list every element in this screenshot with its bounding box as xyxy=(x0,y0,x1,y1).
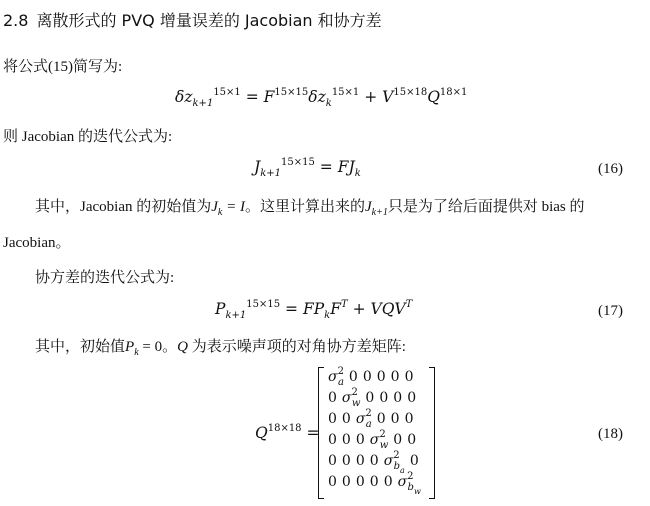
matrix-zero-entry: 0 xyxy=(362,369,372,385)
equation-17-number: (17) xyxy=(598,303,623,319)
eq18-equals: = xyxy=(306,424,320,442)
matrix-zero-entry: 0 xyxy=(376,369,386,385)
matrix-zero-entry: 0 xyxy=(407,432,417,448)
eq15-lhs-sup: 15×1 xyxy=(213,87,241,98)
matrix-zero-entry: 0 xyxy=(404,369,414,385)
eq15-dz-sub: k xyxy=(325,98,332,109)
matrix-zero-entry: 0 xyxy=(390,411,400,427)
eq16-rhs: FJ xyxy=(337,158,355,176)
matrix-zero-entry: 0 xyxy=(390,369,400,385)
covariance-intro: 协方差的迭代公式为: xyxy=(35,270,175,286)
matrix-zero-entry: 0 xyxy=(341,453,351,469)
jac-note-J2-sub: k+1 xyxy=(371,207,388,218)
eq15-dz: δz xyxy=(308,88,326,106)
eq17-sub-k: k xyxy=(324,310,331,321)
matrix-zero-entry: 0 xyxy=(355,474,365,490)
matrix-left-bracket xyxy=(318,367,324,499)
matrix-zero-entry: 0 xyxy=(369,474,379,490)
matrix-zero-entry: 0 xyxy=(407,390,417,406)
eq15-plus: + xyxy=(364,88,378,106)
matrix-zero-entry: 0 xyxy=(328,432,337,448)
matrix-zero-entry: 0 xyxy=(341,411,351,427)
noise-covariance-matrix xyxy=(318,367,435,497)
eq16-rhs-sub: k xyxy=(354,168,361,179)
eq16-equals: = xyxy=(319,158,333,176)
matrix-zero-entry: 0 xyxy=(379,390,389,406)
eq17-equals: = xyxy=(285,300,299,318)
jac-note-part2: 。这里计算出来的 xyxy=(244,199,365,215)
q-note-P: P xyxy=(125,339,135,355)
q-note xyxy=(35,335,406,356)
matrix-zero-entry: 0 xyxy=(365,390,375,406)
q-note-Q: Q xyxy=(177,339,188,355)
equation-15 xyxy=(175,87,468,109)
eq15-V: V xyxy=(382,88,394,106)
matrix-zero-entry: 0 xyxy=(328,474,337,490)
equation-16-number: (16) xyxy=(598,161,623,177)
eq17-FP: FP xyxy=(302,300,325,318)
matrix-diagonal-entry: $\sigma^2_w$ xyxy=(341,387,361,409)
eq15-V-sup: 15×18 xyxy=(393,87,428,98)
jacobian-note-line2: Jacobian。 xyxy=(3,235,71,251)
q-note-part3: 为表示噪声项的对角协方差矩阵: xyxy=(187,339,406,355)
matrix-row xyxy=(328,471,426,496)
eq15-Q: Q xyxy=(427,88,440,106)
matrix-zero-entry: 0 xyxy=(341,474,351,490)
section-heading xyxy=(3,8,382,31)
q-note-P-sub: k xyxy=(134,347,139,358)
matrix-zero-entry: 0 xyxy=(393,390,403,406)
equation-18-lhs xyxy=(255,424,319,442)
eq15-F-sup: 15×15 xyxy=(274,87,309,98)
eq16-lhs: J xyxy=(254,158,261,176)
jac-note-eqI: = I xyxy=(222,199,245,215)
matrix-zero-entry: 0 xyxy=(355,453,365,469)
matrix-diagonal-entry: $\sigma^2_{b_a}$ xyxy=(383,450,405,475)
eq17-F-sup: T xyxy=(340,299,348,310)
jac-note-J: J xyxy=(211,199,218,215)
matrix-zero-entry: 0 xyxy=(328,411,337,427)
intro-text: 将公式(15)简写为: xyxy=(3,59,123,75)
matrix-right-bracket xyxy=(429,367,435,499)
matrix-row xyxy=(328,429,421,453)
eq17-F: F xyxy=(330,300,341,318)
jac-note-J2: J xyxy=(365,199,372,215)
matrix-diagonal-entry: $\sigma^2_a$ xyxy=(355,408,372,430)
q-note-eq0: = 0 xyxy=(138,339,163,355)
q-note-part2: 。 xyxy=(162,339,178,355)
matrix-zero-entry: 0 xyxy=(409,453,419,469)
eq18-Q: Q xyxy=(255,424,268,442)
eq16-lhs-sub: k+1 xyxy=(260,168,282,179)
matrix-zero-entry: 0 xyxy=(355,432,365,448)
matrix-zero-entry: 0 xyxy=(369,453,379,469)
section-title: 离散形式的 PVQ 增量误差的 Jacobian 和协方差 xyxy=(36,11,382,30)
eq15-F: F xyxy=(263,88,275,106)
equation-18-number: (18) xyxy=(598,426,623,442)
eq17-plus: + xyxy=(352,300,366,318)
eq17-lhs: P xyxy=(215,300,226,318)
eq16-lhs-sup: 15×15 xyxy=(281,157,315,168)
eq17-lhs-sup: 15×15 xyxy=(246,299,281,310)
eq18-Q-sup: 18×18 xyxy=(267,423,302,434)
jac-note-part3: 只是为了给后面提供对 bias 的 xyxy=(387,199,585,215)
matrix-zero-entry: 0 xyxy=(328,453,337,469)
matrix-zero-entry: 0 xyxy=(383,474,393,490)
matrix-zero-entry: 0 xyxy=(341,432,351,448)
eq15-lhs: δz xyxy=(175,88,193,106)
eq15-Q-sup: 18×1 xyxy=(439,87,468,98)
eq17-VQV: VQV xyxy=(370,300,406,318)
eq15-lhs-sub: k+1 xyxy=(192,98,214,109)
matrix-diagonal-entry: $\sigma^2_{b_w}$ xyxy=(397,471,421,496)
eq17-lhs-sub: k+1 xyxy=(225,310,247,321)
jac-note-J-sub: k xyxy=(217,207,223,218)
matrix-zero-entry: 0 xyxy=(404,411,414,427)
matrix-row xyxy=(328,366,419,390)
matrix-diagonal-entry: $\sigma^2_w$ xyxy=(369,429,389,451)
jacobian-intro: 则 Jacobian 的迭代公式为: xyxy=(3,129,173,145)
matrix-zero-entry: 0 xyxy=(393,432,403,448)
equation-16 xyxy=(254,157,361,179)
matrix-row xyxy=(328,408,419,432)
matrix-zero-entry: 0 xyxy=(376,411,386,427)
jac-note-part1: 其中，Jacobian 的初始值为 xyxy=(35,199,212,215)
matrix-row xyxy=(328,387,421,411)
eq17-VQV-sup: T xyxy=(405,299,413,310)
equation-17 xyxy=(215,299,413,321)
q-note-part1: 其中，初始值 xyxy=(35,339,126,355)
section-number: 2.8 xyxy=(3,11,29,30)
matrix-diagonal-entry: $\sigma^2_a$ xyxy=(328,366,344,388)
eq15-dz-sup: 15×1 xyxy=(331,87,360,98)
eq15-equals: = xyxy=(245,88,259,106)
matrix-zero-entry: 0 xyxy=(328,390,337,406)
jacobian-note-line1 xyxy=(35,195,585,216)
matrix-zero-entry: 0 xyxy=(348,369,358,385)
